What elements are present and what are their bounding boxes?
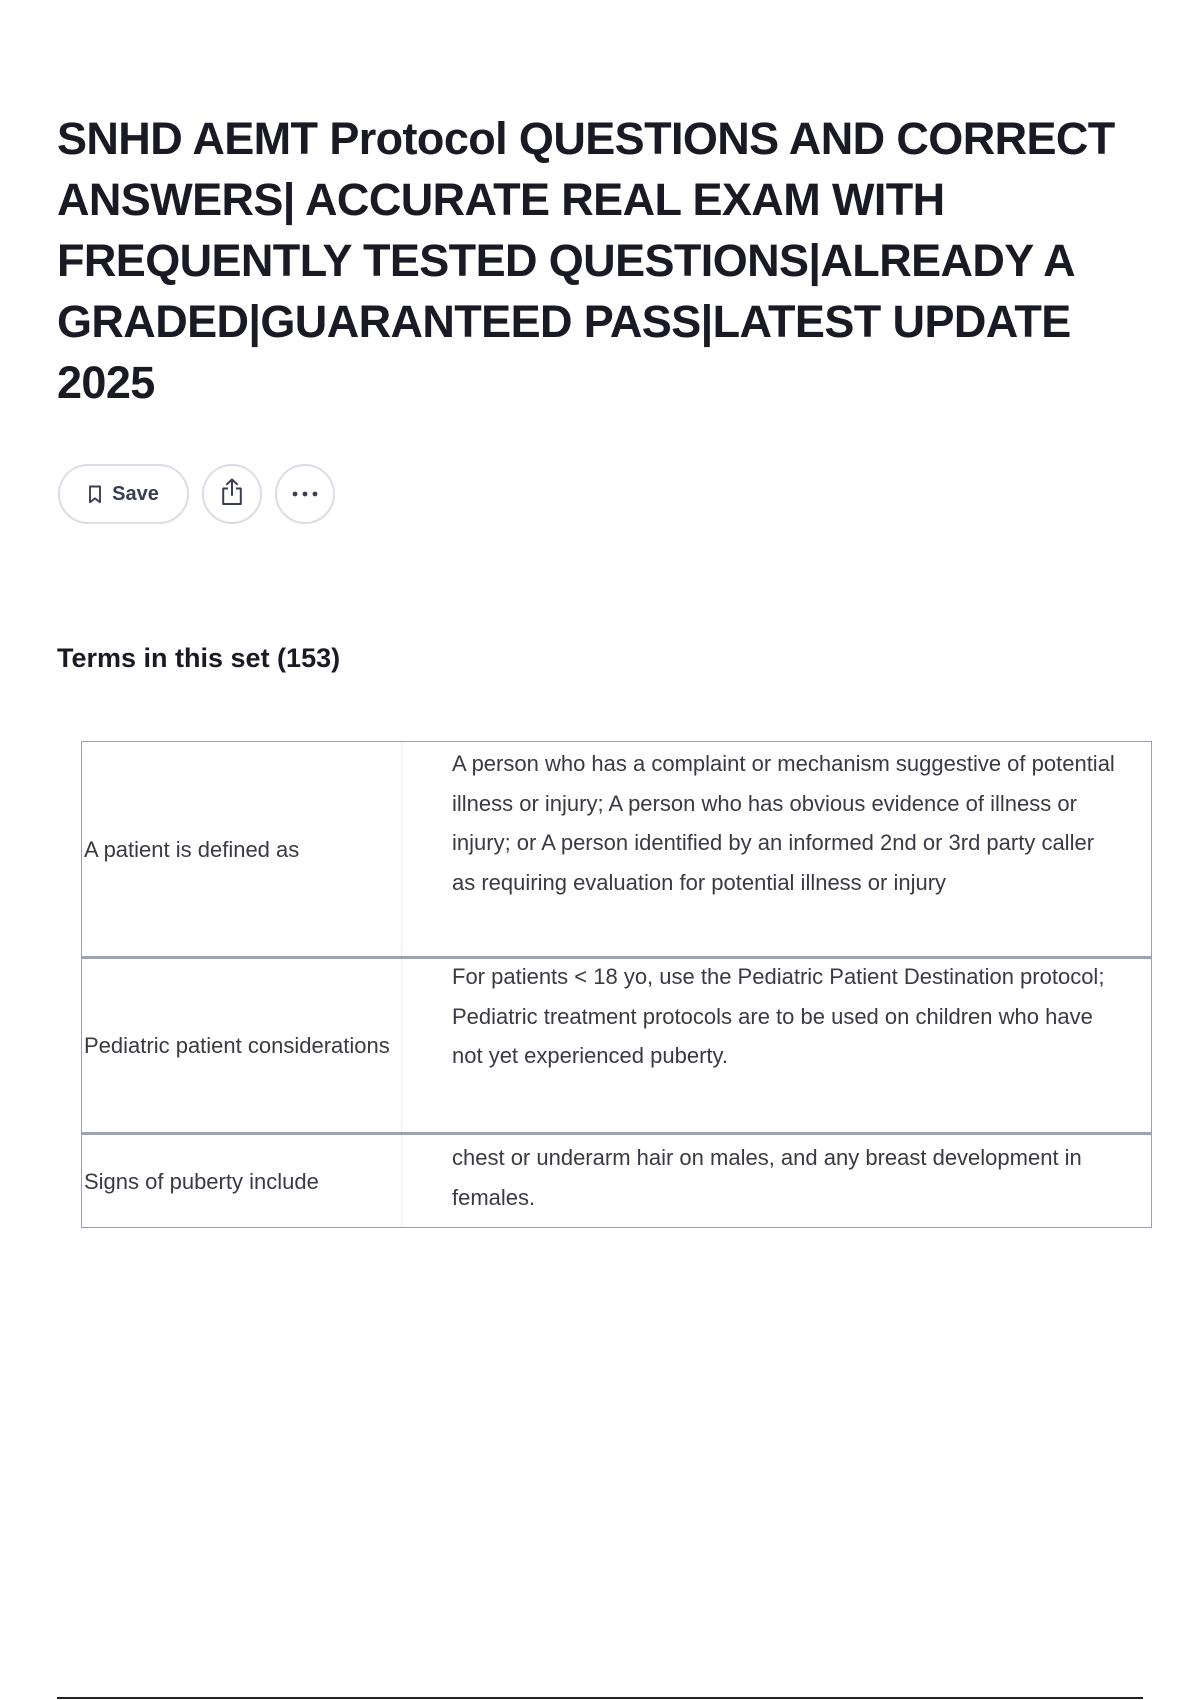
term-row <box>82 956 1151 1132</box>
page-title: SNHD AEMT Protocol QUESTIONS AND CORRECT ANSWERS| ACCURATE REAL EXAM WITH FREQUENTLY TESTED QUESTIONS|ALREADY A GRADED|GUARANTEED PASS|LATEST UPDATE 2025 <box>57 113 1115 408</box>
save-button[interactable] <box>58 464 189 524</box>
term-text: Pediatric patient considerations <box>84 1033 390 1058</box>
term-row <box>82 1132 1151 1227</box>
terms-heading: Terms in this set (153) <box>57 643 341 673</box>
save-label: Save <box>112 482 159 505</box>
action-bar <box>58 464 335 524</box>
term-cell <box>82 1135 402 1227</box>
bookmark-icon <box>88 485 102 504</box>
term-text: A patient is defined as <box>84 836 300 862</box>
term-row <box>82 742 1151 956</box>
definition-cell <box>402 1135 1151 1227</box>
more-options-button[interactable] <box>275 464 335 524</box>
terms-table <box>81 741 1152 1228</box>
definition-cell <box>402 742 1151 956</box>
more-horizontal-icon <box>291 485 319 503</box>
definition-text: A person who has a complaint or mechanism suggestive of potential illness or injury; A person who has obvious evidence of illness or injury; or A person identified by an informed 2nd or 3rd party caller as requiring evaluation for potential illness or injury <box>452 751 1115 895</box>
term-cell <box>82 742 402 956</box>
definition-text: chest or underarm hair on males, and any breast development in females. <box>452 1145 1082 1210</box>
term-cell <box>82 959 402 1132</box>
definition-cell <box>402 959 1151 1132</box>
share-button[interactable] <box>202 464 262 524</box>
definition-text: For patients < 18 yo, use the Pediatric Patient Destination protocol; Pediatric treatment protocols are to be used on children who have not yet experienced puberty. <box>452 964 1105 1068</box>
term-text: Signs of puberty include <box>84 1168 319 1194</box>
share-icon <box>219 477 245 512</box>
footer-divider <box>57 1697 1143 1699</box>
